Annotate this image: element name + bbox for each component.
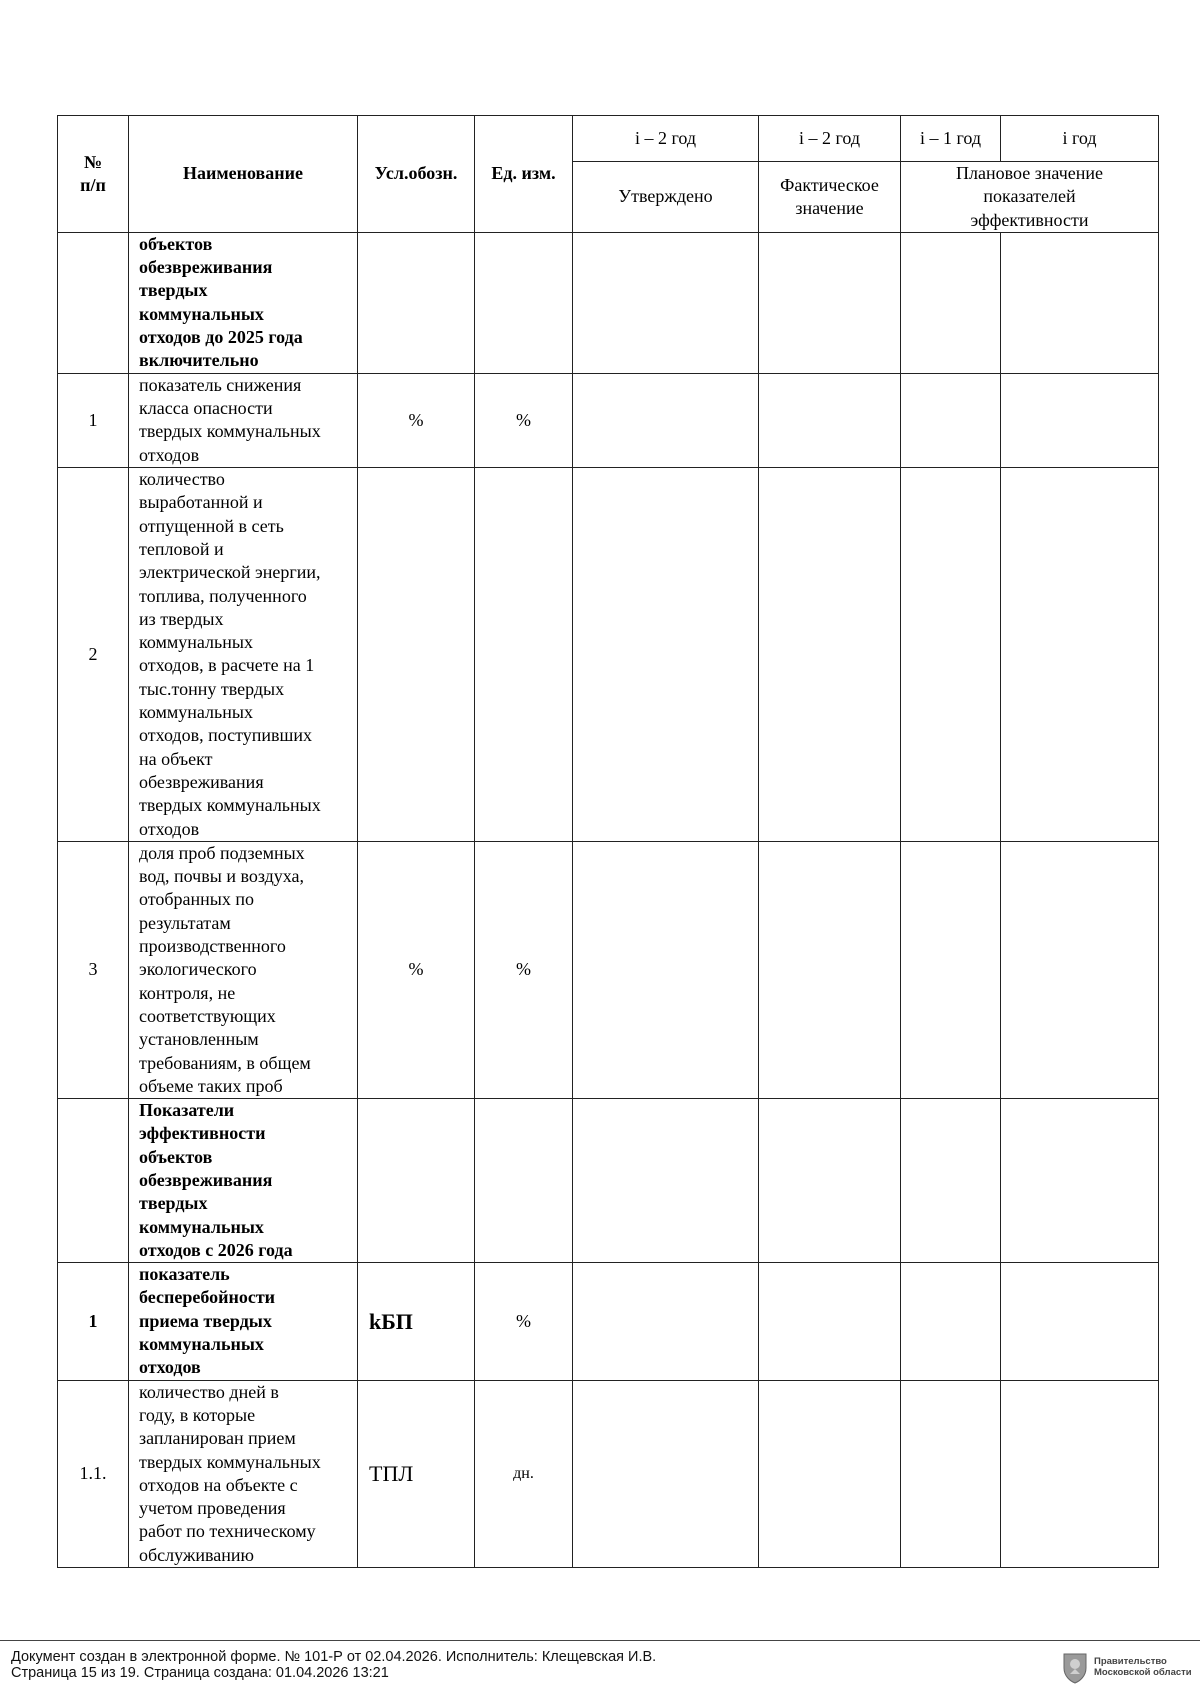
table-row (58, 373, 1159, 467)
government-logo (1062, 1650, 1192, 1684)
footer-line-2: Страница 15 из 19. Страница создана: 01.04.2026 13:21 (11, 1665, 389, 1681)
row-cell-plan-2 (1001, 373, 1159, 467)
row-num: 1.1. (58, 1380, 129, 1567)
row-cell-plan-2 (1001, 1263, 1159, 1380)
row-cell-plan-1 (901, 841, 1001, 1098)
row-cell-actual (759, 232, 901, 373)
header-num: № п/п (58, 116, 129, 233)
header-symbol: Усл.обозн. (358, 116, 475, 233)
row-unit: % (475, 841, 573, 1098)
header-row-1 (58, 116, 1159, 162)
row-cell-approved (573, 1380, 759, 1567)
table-row (58, 1099, 1159, 1263)
row-name: объектов обезвреживания твердых коммунальных отходов до 2025 года включительно (129, 232, 358, 373)
header-planned: Плановое значение показателей эффективности (901, 162, 1159, 233)
row-cell-approved (573, 373, 759, 467)
row-cell-plan-1 (901, 1380, 1001, 1567)
table-row (58, 468, 1159, 842)
row-cell-actual (759, 841, 901, 1098)
header-unit: Ед. изм. (475, 116, 573, 233)
row-unit (475, 1099, 573, 1263)
row-cell-plan-1 (901, 468, 1001, 842)
row-name: показатель снижения класса опасности твердых коммунальных отходов (129, 373, 358, 467)
logo-line-1: Правительство (1094, 1656, 1167, 1667)
indicators-table-container (57, 115, 1158, 1568)
table-row (58, 1263, 1159, 1380)
header-year-2: i – 2 год (759, 116, 901, 162)
row-symbol: % (358, 841, 475, 1098)
row-symbol: kБП (358, 1263, 475, 1380)
row-name: количество дней в году, в которые запланирован прием твердых коммунальных отходов на объекте с учетом проведения работ по техническому обслуживанию (129, 1380, 358, 1567)
table-row (58, 232, 1159, 373)
row-cell-actual (759, 1099, 901, 1263)
table-row (58, 1380, 1159, 1567)
row-cell-plan-2 (1001, 468, 1159, 842)
row-unit: % (475, 1263, 573, 1380)
row-cell-approved (573, 1099, 759, 1263)
row-num: 1 (58, 373, 129, 467)
indicators-table (57, 115, 1159, 1568)
row-symbol: % (358, 373, 475, 467)
row-symbol (358, 232, 475, 373)
header-actual: Фактическое значение (759, 162, 901, 233)
row-num (58, 232, 129, 373)
row-cell-plan-2 (1001, 841, 1159, 1098)
row-symbol (358, 468, 475, 842)
row-cell-plan-1 (901, 1099, 1001, 1263)
row-cell-approved (573, 232, 759, 373)
row-cell-approved (573, 1263, 759, 1380)
document-footer (11, 1649, 656, 1681)
row-num (58, 1099, 129, 1263)
row-cell-plan-1 (901, 232, 1001, 373)
row-cell-plan-2 (1001, 1380, 1159, 1567)
row-name: количество выработанной и отпущенной в сеть тепловой и электрической энергии, топлива, полученного из твердых коммунальных отходов, в расчете на 1 тыс.тонну твердых коммунальных отходов, поступивших на объект обезвреживания твердых коммунальных отходов (129, 468, 358, 842)
coat-of-arms-icon (1062, 1650, 1088, 1684)
row-symbol (358, 1099, 475, 1263)
row-unit (475, 232, 573, 373)
row-cell-actual (759, 1380, 901, 1567)
row-cell-plan-1 (901, 373, 1001, 467)
row-cell-actual (759, 1263, 901, 1380)
header-year-3: i – 1 год (901, 116, 1001, 162)
row-unit (475, 468, 573, 842)
header-approved: Утверждено (573, 162, 759, 233)
row-cell-approved (573, 468, 759, 842)
row-cell-actual (759, 468, 901, 842)
row-name: доля проб подземных вод, почвы и воздуха, отобранных по результатам производственного экологического контроля, не соответствующих установленным требованиям, в общем объеме таких проб (129, 841, 358, 1098)
row-num: 2 (58, 468, 129, 842)
row-cell-actual (759, 373, 901, 467)
logo-line-2: Московской области (1094, 1667, 1192, 1678)
table-row (58, 841, 1159, 1098)
header-year-1: i – 2 год (573, 116, 759, 162)
row-name: Показатели эффективности объектов обезвреживания твердых коммунальных отходов с 2026 года (129, 1099, 358, 1263)
row-name: показатель бесперебойности приема твердых коммунальных отходов (129, 1263, 358, 1380)
row-unit: дн. (475, 1380, 573, 1567)
row-num: 1 (58, 1263, 129, 1380)
row-num: 3 (58, 841, 129, 1098)
footer-divider (0, 1640, 1200, 1641)
row-unit: % (475, 373, 573, 467)
row-cell-approved (573, 841, 759, 1098)
footer-line-1: Документ создан в электронной форме. № 101-Р от 02.04.2026. Исполнитель: Клещевская И.В. (11, 1649, 657, 1665)
row-symbol: ТПЛ (358, 1380, 475, 1567)
row-cell-plan-1 (901, 1263, 1001, 1380)
row-cell-plan-2 (1001, 232, 1159, 373)
row-cell-plan-2 (1001, 1099, 1159, 1263)
header-name: Наименование (129, 116, 358, 233)
header-year-4: i год (1001, 116, 1159, 162)
